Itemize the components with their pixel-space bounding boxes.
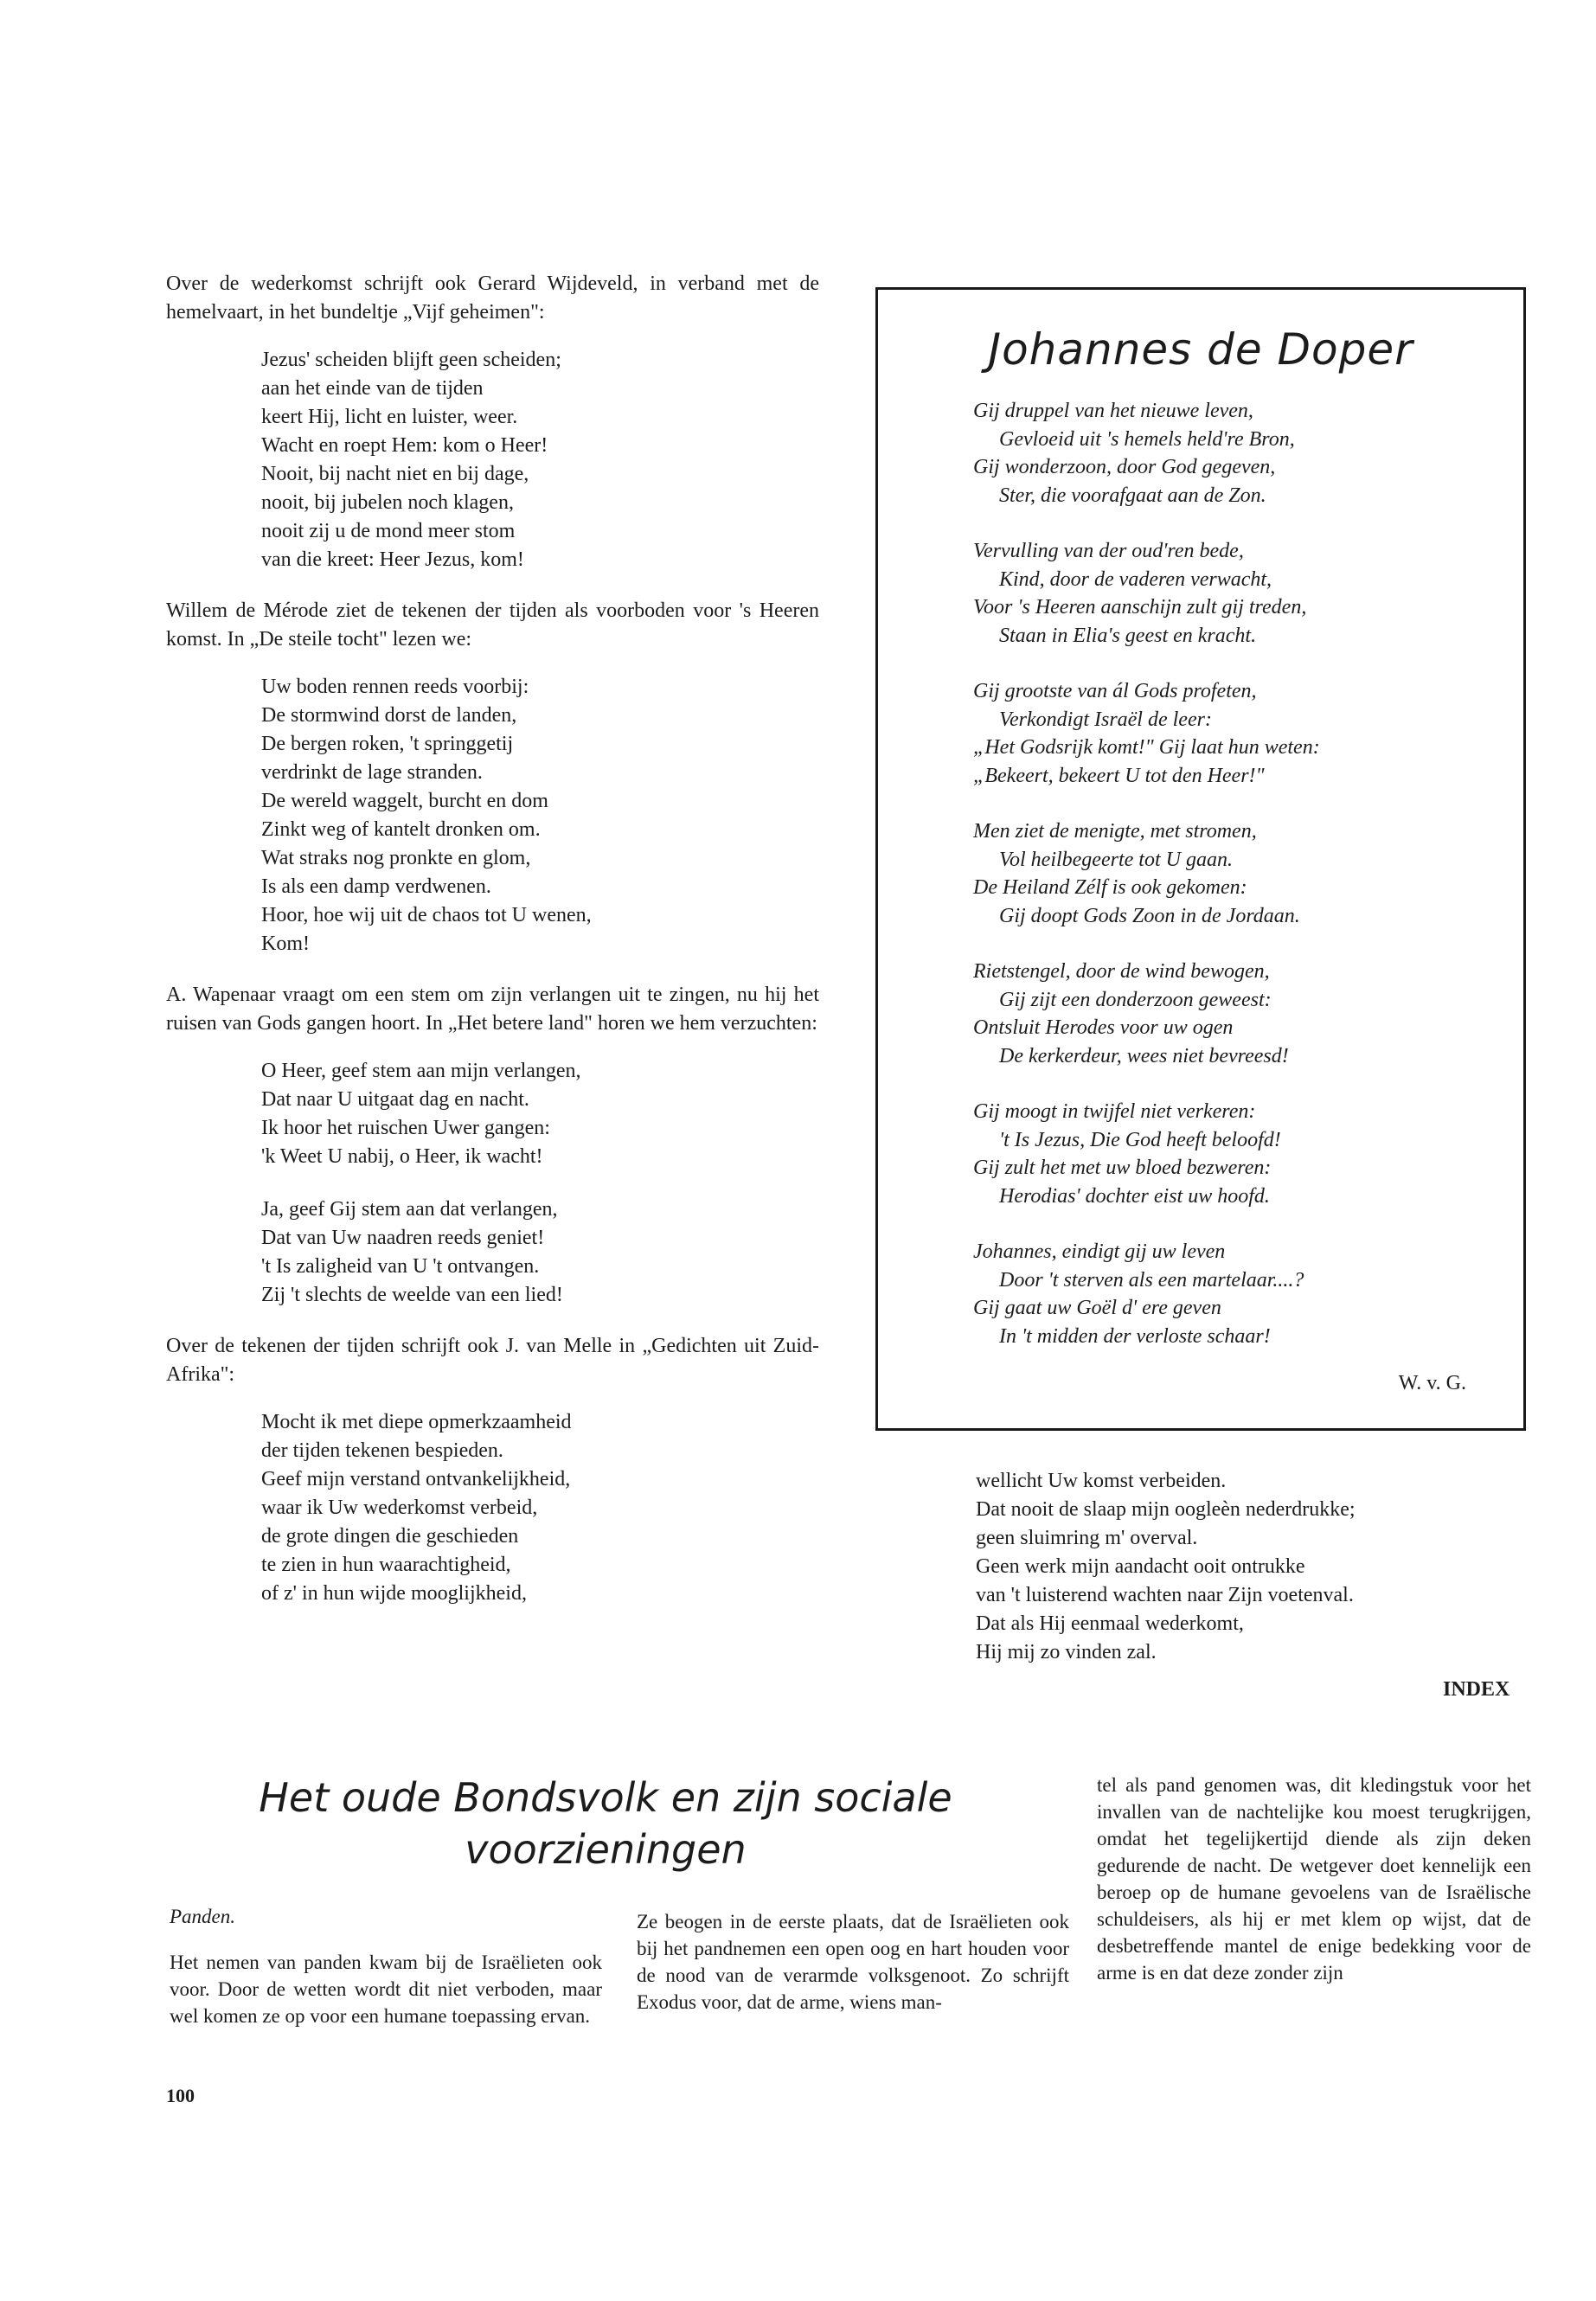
poem-line: Geef mijn verstand ontvankelijkheid, — [261, 1468, 571, 1490]
stanza-gap — [973, 510, 1523, 537]
poem-line: 't Is zaligheid van U 't ontvangen. — [261, 1255, 540, 1278]
intro-van-melle: Over de tekenen der tijden schrijft ook J. van Melle in „Gedichten uit Zuid-Afrika": — [166, 1335, 819, 1386]
poem-line: Hoor, hoe wij uit de chaos tot U wenen, — [261, 904, 592, 926]
article-subhead: Panden. — [170, 1906, 236, 1927]
poem-line: 'k Weet U nabij, o Heer, ik wacht! — [261, 1145, 543, 1168]
poem-line: aan het einde van de tijden — [261, 377, 484, 400]
poem-line: Kind, door de vaderen verwacht, — [999, 567, 1272, 591]
poem-line: der tijden tekenen bespieden. — [261, 1439, 503, 1462]
article-column-2 — [637, 1908, 1069, 2016]
poem-line: Men ziet de menigte, met stromen, — [973, 820, 1257, 843]
poem-line: Uw boden rennen reeds voorbij: — [261, 676, 529, 698]
stanza-gap — [973, 650, 1523, 677]
poem-line: Hij mij zo vinden zal. — [976, 1641, 1157, 1663]
poem-line: Dat van Uw naadren reeds geniet! — [261, 1227, 545, 1249]
poem-line: Nooit, bij nacht niet en bij dage, — [261, 463, 529, 485]
stanza-gap — [973, 1210, 1523, 1238]
poem-line: Gevloeid uit 's hemels held're Bron, — [999, 427, 1295, 451]
article-column-3 — [1097, 1772, 1531, 1986]
poem-line: Door 't sterven als een martelaar....? — [999, 1268, 1304, 1292]
poem-line: Voor 's Heeren aanschijn zult gij treden, — [973, 596, 1307, 619]
poem-line: Gij zult het met uw bloed bezweren: — [973, 1157, 1272, 1179]
poem-line: Gij grootste van ál Gods profeten, — [973, 680, 1257, 702]
poem-line: Wat straks nog pronkte en glom, — [261, 847, 531, 869]
article-title-line2: voorzieningen — [465, 1826, 747, 1873]
left-column — [166, 270, 819, 1608]
poem-line: Dat nooit de slaap mijn oogleèn nederdrukke; — [976, 1498, 1356, 1521]
poem-line: Dat als Hij eenmaal wederkomt, — [976, 1612, 1244, 1635]
poem-line: Gij druppel van het nieuwe leven, — [973, 400, 1253, 422]
article-title — [173, 1772, 1038, 1875]
poem-line: Gij moogt in twijfel niet verkeren: — [973, 1100, 1256, 1123]
poem-line: waar ik Uw wederkomst verbeid, — [261, 1497, 538, 1519]
box-title: Johannes de Doper — [988, 324, 1413, 375]
poem-line: Kom! — [261, 933, 310, 955]
intro-merode: Willem de Mérode ziet de tekenen der tijden als voorboden voor 's Heeren komst. In „De steile tocht" lezen we: — [166, 599, 819, 651]
stanza-gap — [973, 930, 1523, 958]
poem-line: Ja, geef Gij stem aan dat verlangen, — [261, 1198, 558, 1221]
poem-line: te zien in hun waarachtigheid, — [261, 1554, 511, 1576]
poem-line: De wereld waggelt, burcht en dom — [261, 790, 548, 812]
stanza-gap — [261, 1171, 819, 1195]
box-signature: W. v. G. — [1398, 1372, 1466, 1394]
poem-line: Ik hoor het ruischen Uwer gangen: — [261, 1117, 550, 1139]
article-text: tel als pand genomen was, dit kledingstuk voor het invallen van de nachtelijke kou moest terugkrijgen, omdat het tegelijkertijd diende als zijn deken gedurende de nacht. De wetgever doet kennelijk een beroep op de humane gevoelens van de Israëlische schuldeisers, als hij er met klem op wijst, dat de desbetreffende mantel de enige bedekking voor de arme is en dat deze zonder zijn — [1097, 1774, 1531, 1984]
poem-wijdeveld — [261, 346, 819, 574]
poem-line: wellicht Uw komst verbeiden. — [976, 1470, 1227, 1492]
poem-line: Zij 't slechts de weelde van een lied! — [261, 1284, 563, 1306]
poem-line: geen sluimring m' overval. — [976, 1527, 1198, 1549]
poem-wapenaar — [261, 1057, 819, 1310]
poem-line: Johannes, eindigt gij uw leven — [973, 1240, 1226, 1263]
poem-line: Jezus' scheiden blijft geen scheiden; — [261, 349, 561, 371]
poem-line: De bergen roken, 't springgetij — [261, 733, 514, 755]
poem-line: nooit zij u de mond meer stom — [261, 520, 516, 542]
poem-line: de grote dingen die geschieden — [261, 1525, 519, 1548]
stanza-gap — [973, 1070, 1523, 1098]
poem-continuation — [976, 1467, 1356, 1667]
poem-line: Verkondigt Israël de leer: — [999, 708, 1212, 731]
poem-line: Rietstengel, door de wind bewogen, — [973, 960, 1270, 983]
article-column-1 — [170, 1903, 602, 2029]
article-text: Het nemen van panden kwam bij de Israëlieten ook voor. Door de wetten wordt dit niet verboden, maar wel komen ze op voor een humane toepassing ervan. — [170, 1952, 602, 2027]
poem-line: Dat naar U uitgaat dag en nacht. — [261, 1088, 529, 1111]
poem-line: 't Is Jezus, Die God heeft beloofd! — [999, 1128, 1281, 1151]
poem-line: verdrinkt de lage stranden. — [261, 761, 483, 784]
poem-line: „Het Godsrijk komt!" Gij laat hun weten: — [973, 736, 1320, 759]
poem-line: Herodias' dochter eist uw hoofd. — [999, 1184, 1270, 1208]
intro-wapenaar: A. Wapenaar vraagt om een stem om zijn verlangen uit te zingen, nu hij het ruisen van Gods gangen hoort. In „Het betere land" horen we hem verzuchten: — [166, 984, 819, 1035]
poem-line: Gij doopt Gods Zoon in de Jordaan. — [999, 904, 1300, 927]
poem-line: of z' in hun wijde mooglijkheid, — [261, 1582, 527, 1605]
poem-line: nooit, bij jubelen noch klagen, — [261, 491, 514, 514]
poem-line: De kerkerdeur, wees niet bevreesd! — [999, 1044, 1289, 1067]
intro-wijdeveld: Over de wederkomst schrijft ook Gerard Wijdeveld, in verband met de hemelvaart, in het bundeltje „Vijf geheimen": — [166, 272, 819, 324]
article-title-line1: Het oude Bondsvolk en zijn sociale — [259, 1774, 952, 1821]
poem-line: Gij wonderzoon, door God gegeven, — [973, 456, 1276, 478]
poem-van-melle — [261, 1408, 819, 1608]
poem-line: Vervulling van der oud'ren bede, — [973, 540, 1244, 562]
poem-line: De Heiland Zélf is ook gekomen: — [973, 876, 1247, 899]
poem-box-johannes — [875, 287, 1526, 1431]
article-text: Ze beogen in de eerste plaats, dat de Israëlieten ook bij het pandnemen een open oog en hart houden voor de nood van de verarmde volksgenoot. Zo schrijft Exodus voor, dat de arme, wiens man- — [637, 1911, 1069, 2013]
box-poem — [973, 397, 1523, 1350]
poem-line: In 't midden der verloste schaar! — [999, 1324, 1271, 1348]
poem-line: Geen werk mijn aandacht ooit ontrukke — [976, 1555, 1305, 1578]
poem-line: Ster, die voorafgaat aan de Zon. — [999, 484, 1266, 507]
poem-line: Is als een damp verdwenen. — [261, 875, 491, 898]
poem-line: keert Hij, licht en luister, weer. — [261, 406, 518, 428]
poem-line: Gij zijt een donderzoon geweest: — [999, 988, 1272, 1011]
poem-merode — [261, 673, 819, 958]
index-signature: INDEX — [1443, 1678, 1510, 1701]
poem-line: Ontsluit Herodes voor uw ogen — [973, 1016, 1234, 1039]
page-number: 100 — [166, 2085, 195, 2106]
poem-line: Wacht en roept Hem: kom o Heer! — [261, 434, 548, 457]
poem-line: O Heer, geef stem aan mijn verlangen, — [261, 1060, 581, 1082]
poem-line: Staan in Elia's geest en kracht. — [999, 624, 1257, 647]
poem-line: van 't luisterend wachten naar Zijn voetenval. — [976, 1584, 1354, 1606]
poem-line: „Bekeert, bekeert U tot den Heer!" — [973, 764, 1265, 787]
poem-line: Gij gaat uw Goël d' ere geven — [973, 1297, 1221, 1319]
poem-line: Vol heilbegeerte tot U gaan. — [999, 848, 1233, 871]
poem-line: Mocht ik met diepe opmerkzaamheid — [261, 1411, 572, 1433]
stanza-gap — [973, 790, 1523, 817]
poem-line: van die kreet: Heer Jezus, kom! — [261, 548, 524, 571]
poem-line: Zinkt weg of kantelt dronken om. — [261, 818, 541, 841]
poem-line: De stormwind dorst de landen, — [261, 704, 517, 727]
